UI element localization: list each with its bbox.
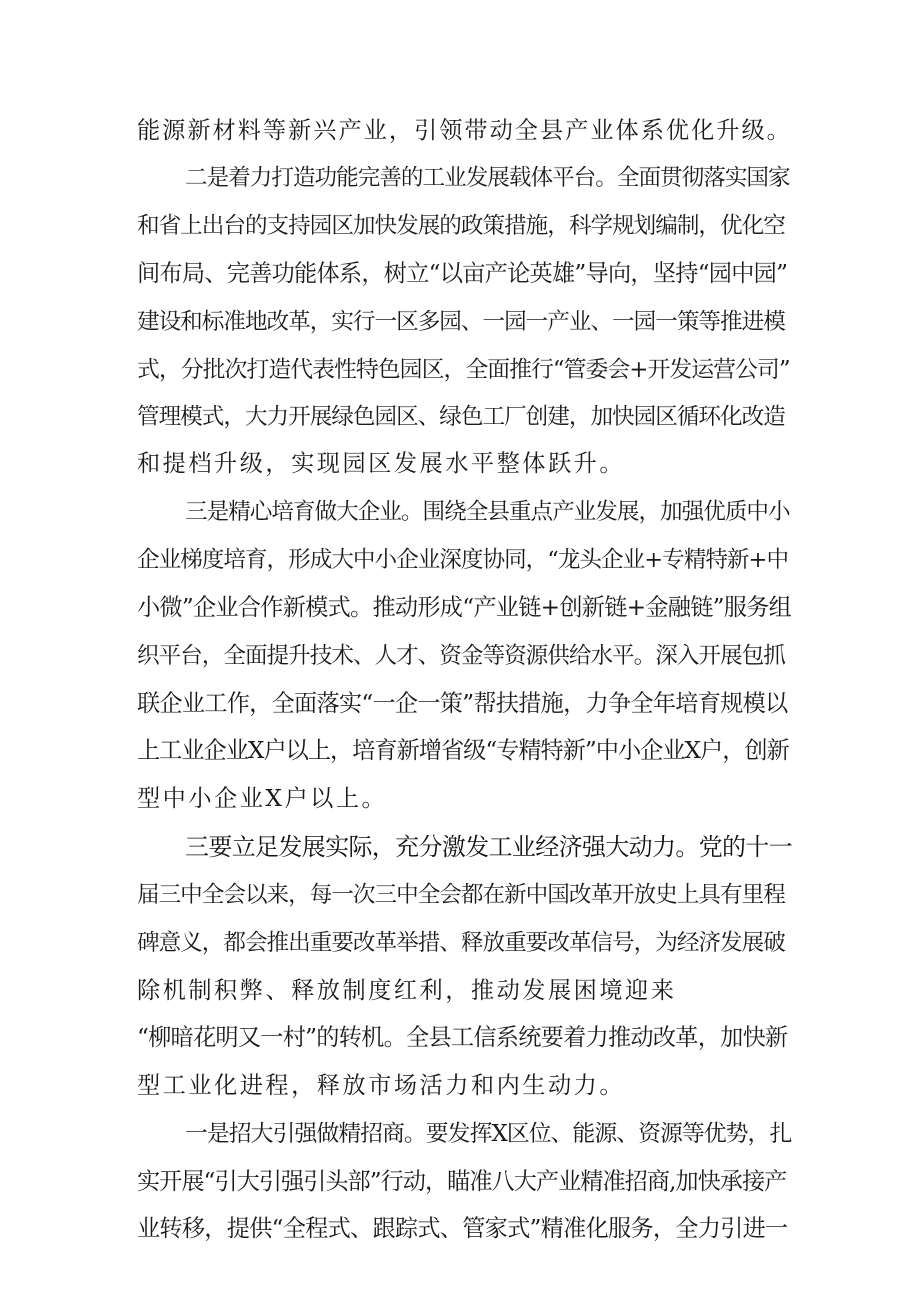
text-line: 小微”企业合作新模式。推动形成“产业链+创新链+金融链”服务组 — [137, 594, 792, 621]
text-line: 企业梯度培育，形成大中小企业深度协同，“龙头企业+专精特新+中 — [137, 547, 789, 573]
paragraph-first-line: 三是精心培育做大企业。围绕全县重点产业发展，加强优质中小 — [185, 499, 790, 525]
paragraph-first-line: 一是招大引强做精招商。要发挥X区位、能源、资源等优势，扎 — [185, 1121, 792, 1147]
text-line: 型中小企业X户以上。 — [137, 785, 388, 812]
text-line: 建设和标准地改革，实行一区多园、一园一产业、一园一策等推进模 — [137, 309, 785, 335]
text-line: 除机制积弊、释放制度红利，推动发展困境迎来 — [137, 977, 677, 1004]
text-line: 和提档升级，实现园区发展水平整体跃升。 — [137, 450, 626, 477]
text-line: 管理模式，大力开展绿色园区、绿色工厂创建，加快园区循环化改造 — [137, 404, 785, 430]
text-line: 织平台，全面提升技术、人才、资金等资源供给水平。深入开展包抓 — [137, 643, 785, 669]
section-heading: 三要立足发展实际，充分激发工业经济强大动力。党的十一 — [185, 833, 793, 861]
text-line: 和省上出台的支持园区加快发展的政策措施，科学规划编制，优化空 — [137, 213, 785, 239]
text-line: “柳暗花明又一村”的转机。全县工信系统要着力推动改革，加快新 — [137, 1024, 788, 1051]
text-line: 能源新材料等新兴产业，引领带动全县产业体系优化升级。 — [137, 117, 792, 144]
text-line: 碑意义，都会推出重要改革举措、释放重要改革信号，为经济发展破 — [137, 930, 785, 956]
text-line: 型工业化进程，释放市场活力和内生动力。 — [137, 1072, 626, 1099]
text-line: 实开展“引大引强引头部”行动，瞄准八大产业精准招商,加快承接产 — [137, 1168, 787, 1195]
text-line: 式，分批次打造代表性特色园区，全面推行“管委会+开发运营公司” — [137, 357, 790, 383]
text-line: 间布局、完善功能体系，树立“以亩产论英雄”导向，坚持“园中园” — [137, 260, 788, 287]
text-line: 联企业工作，全面落实“一企一策”帮扶措施，力争全年培育规模以 — [137, 690, 788, 717]
text-line: 业转移，提供“全程式、跟踪式、管家式”精准化服务，全力引进一 — [137, 1215, 788, 1242]
text-line: 届三中全会以来，每一次三中全会都在新中国改革开放史上具有里程 — [137, 882, 785, 908]
text-line: 上工业企业X户以上，培育新增省级“专精特新”中小企业X户，创新 — [137, 737, 789, 764]
paragraph-first-line: 二是着力打造功能完善的工业发展载体平台。全面贯彻落实国家 — [185, 165, 790, 191]
